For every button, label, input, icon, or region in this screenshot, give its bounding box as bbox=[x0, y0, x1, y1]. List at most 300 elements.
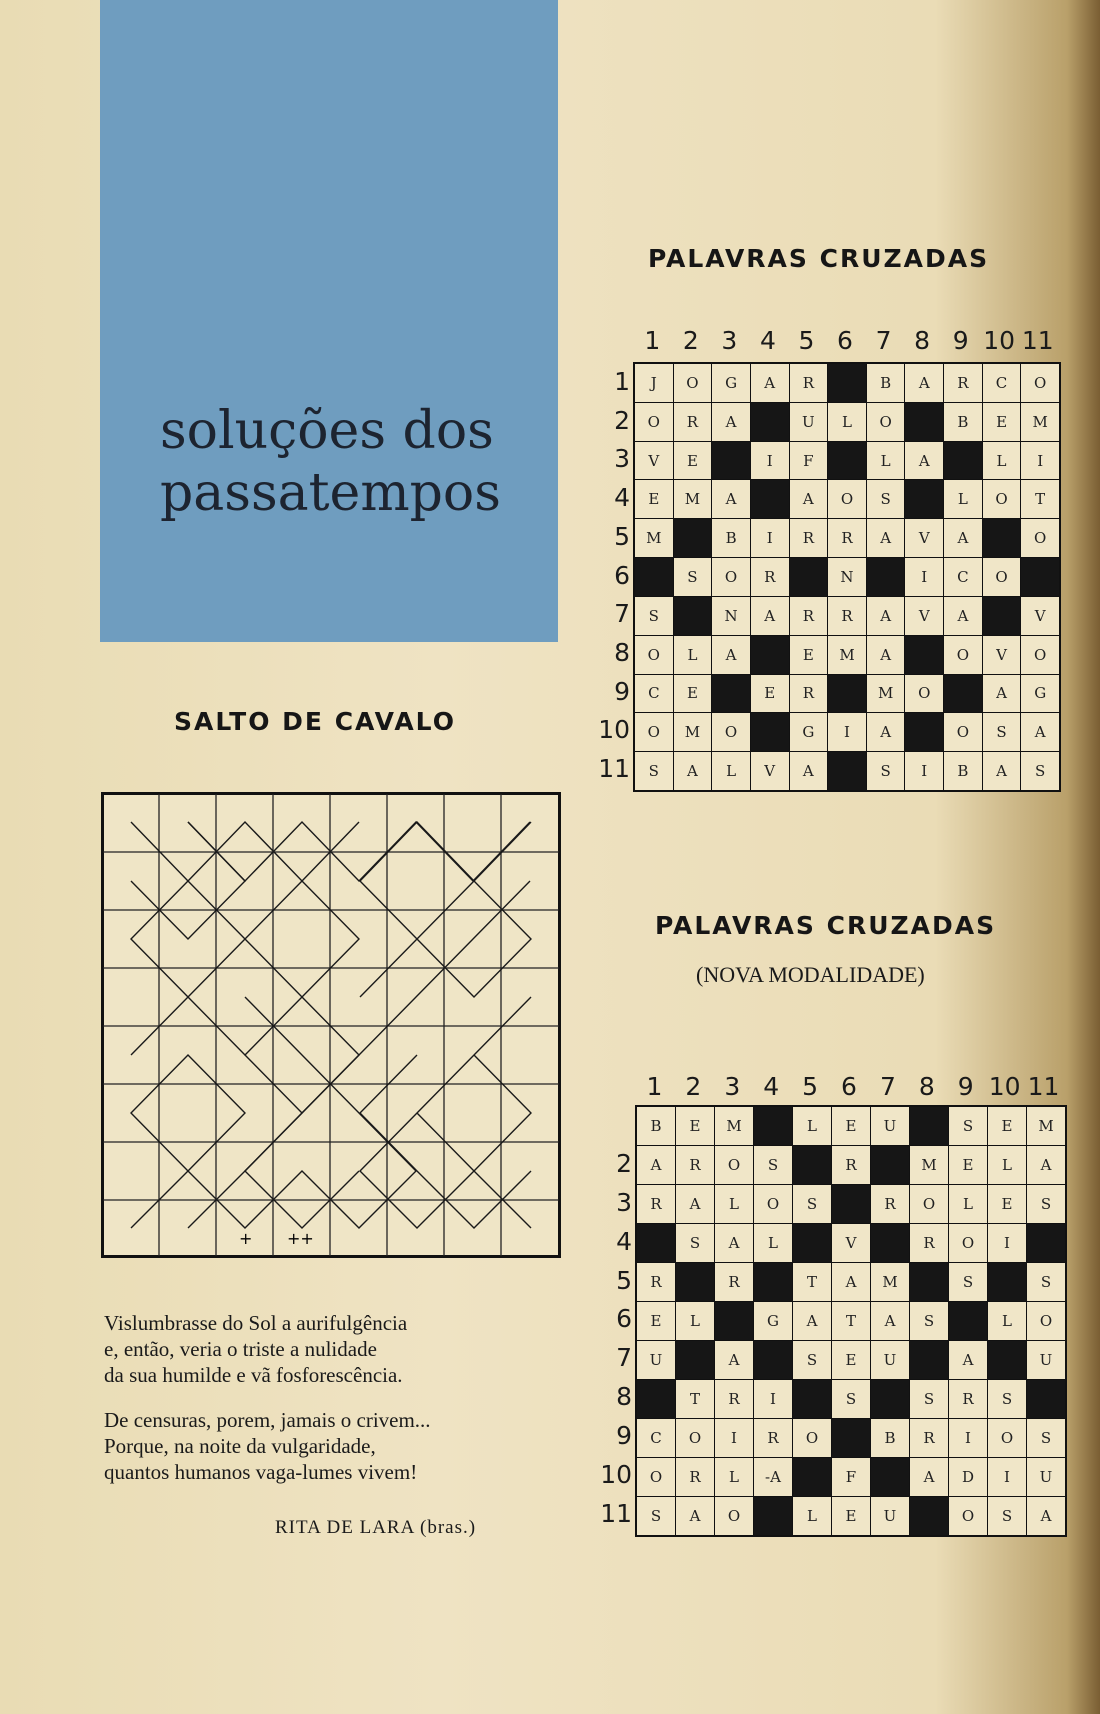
letter-cell: O bbox=[712, 713, 750, 751]
letter-cell: O bbox=[712, 558, 750, 596]
letter-cell: L bbox=[674, 636, 712, 674]
letter-cell: A bbox=[712, 403, 750, 441]
letter-cell: A bbox=[751, 364, 789, 402]
grid-label: 2 bbox=[682, 326, 699, 355]
letter-cell: R bbox=[910, 1224, 948, 1262]
letter-cell: A bbox=[674, 752, 712, 790]
black-cell bbox=[828, 752, 866, 790]
poem-line: Vislumbrasse do Sol a aurifulgência bbox=[104, 1311, 408, 1335]
letter-cell: O bbox=[635, 403, 673, 441]
black-cell bbox=[751, 403, 789, 441]
crossword-2-heading: PALAVRAS CRUZADAS bbox=[655, 911, 997, 940]
page-title-line-2: passatempos bbox=[160, 463, 501, 523]
letter-cell: A bbox=[715, 1341, 753, 1379]
letter-cell: E bbox=[988, 1185, 1026, 1223]
letter-cell: O bbox=[983, 480, 1021, 518]
poem-line: quantos humanos vaga-lumes vivem! bbox=[104, 1460, 418, 1484]
letter-cell: D bbox=[949, 1458, 987, 1496]
letter-cell: B bbox=[637, 1107, 675, 1145]
letter-cell: O bbox=[905, 675, 943, 713]
letter-cell: V bbox=[751, 752, 789, 790]
letter-cell: N bbox=[712, 597, 750, 635]
grid-label: 9 bbox=[952, 326, 969, 355]
black-cell bbox=[751, 480, 789, 518]
letter-cell: O bbox=[949, 1224, 987, 1262]
letter-cell: E bbox=[949, 1146, 987, 1184]
letter-cell: L bbox=[949, 1185, 987, 1223]
letter-cell: R bbox=[715, 1263, 753, 1301]
page-title bbox=[160, 400, 520, 524]
letter-cell: B bbox=[944, 403, 982, 441]
black-cell bbox=[754, 1341, 792, 1379]
letter-cell: A bbox=[983, 675, 1021, 713]
letter-cell: A bbox=[867, 597, 905, 635]
black-cell bbox=[910, 1107, 948, 1145]
letter-cell: B bbox=[944, 752, 982, 790]
knight-tour-board bbox=[101, 792, 561, 1258]
letter-cell: A bbox=[1021, 713, 1059, 751]
letter-cell: S bbox=[635, 597, 673, 635]
black-cell bbox=[1021, 558, 1059, 596]
grid-label: 10 bbox=[988, 1072, 1021, 1101]
letter-cell: O bbox=[988, 1419, 1026, 1457]
letter-cell: O bbox=[715, 1497, 753, 1535]
grid-label: 11 bbox=[1027, 1072, 1060, 1101]
letter-cell: -A bbox=[754, 1458, 792, 1496]
letter-cell: L bbox=[867, 442, 905, 480]
letter-cell: L bbox=[983, 442, 1021, 480]
black-cell bbox=[905, 480, 943, 518]
black-cell bbox=[905, 713, 943, 751]
letter-cell: E bbox=[832, 1497, 870, 1535]
letter-cell: O bbox=[635, 636, 673, 674]
black-cell bbox=[832, 1419, 870, 1457]
letter-cell: L bbox=[793, 1497, 831, 1535]
letter-cell: R bbox=[715, 1380, 753, 1418]
letter-cell: S bbox=[1027, 1419, 1065, 1457]
letter-cell: M bbox=[867, 675, 905, 713]
letter-cell: O bbox=[944, 713, 982, 751]
crossword-1-column-labels bbox=[633, 326, 1057, 355]
letter-cell: I bbox=[988, 1458, 1026, 1496]
poem-line: e, então, veria o triste a nulidade bbox=[104, 1337, 377, 1361]
grid-label: 3 bbox=[724, 1072, 741, 1101]
black-cell bbox=[751, 713, 789, 751]
letter-cell: T bbox=[832, 1302, 870, 1340]
letter-cell: M bbox=[715, 1107, 753, 1145]
letter-cell: M bbox=[828, 636, 866, 674]
letter-cell: R bbox=[790, 364, 828, 402]
letter-cell: L bbox=[793, 1107, 831, 1145]
letter-cell: R bbox=[674, 403, 712, 441]
letter-cell: E bbox=[637, 1302, 675, 1340]
letter-cell: A bbox=[790, 752, 828, 790]
grid-label: 7 bbox=[616, 1343, 632, 1373]
black-cell bbox=[793, 1224, 831, 1262]
black-cell bbox=[676, 1341, 714, 1379]
letter-cell: A bbox=[949, 1341, 987, 1379]
letter-cell: U bbox=[871, 1497, 909, 1535]
black-cell bbox=[867, 558, 905, 596]
black-cell bbox=[910, 1497, 948, 1535]
poem-line: da sua humilde e vã fosforescência. bbox=[104, 1363, 403, 1387]
black-cell bbox=[1027, 1380, 1065, 1418]
grid-label: 5 bbox=[798, 326, 815, 355]
black-cell bbox=[910, 1263, 948, 1301]
letter-cell: L bbox=[988, 1146, 1026, 1184]
grid-label: 8 bbox=[616, 1382, 632, 1412]
letter-cell: U bbox=[871, 1107, 909, 1145]
black-cell bbox=[712, 442, 750, 480]
letter-cell: S bbox=[1027, 1263, 1065, 1301]
poem-stanza-1 bbox=[104, 1310, 431, 1388]
grid-label: 11 bbox=[598, 754, 630, 784]
grid-label: 11 bbox=[600, 1499, 632, 1529]
letter-cell: L bbox=[712, 752, 750, 790]
grid-label: 4 bbox=[616, 1226, 632, 1256]
crossword-1-grid bbox=[633, 362, 1061, 792]
black-cell bbox=[944, 675, 982, 713]
letter-cell: C bbox=[635, 675, 673, 713]
letter-cell: L bbox=[676, 1302, 714, 1340]
poem bbox=[104, 1310, 431, 1504]
letter-cell: F bbox=[790, 442, 828, 480]
letter-cell: O bbox=[793, 1419, 831, 1457]
letter-cell: R bbox=[949, 1380, 987, 1418]
letter-cell: O bbox=[676, 1419, 714, 1457]
black-cell bbox=[828, 675, 866, 713]
grid-label: 6 bbox=[614, 560, 630, 590]
letter-cell: O bbox=[637, 1458, 675, 1496]
black-cell bbox=[949, 1302, 987, 1340]
black-cell bbox=[832, 1185, 870, 1223]
grid-label: 8 bbox=[914, 326, 931, 355]
black-cell bbox=[793, 1380, 831, 1418]
black-cell bbox=[754, 1263, 792, 1301]
letter-cell: O bbox=[949, 1497, 987, 1535]
letter-cell: V bbox=[905, 597, 943, 635]
letter-cell: I bbox=[988, 1224, 1026, 1262]
letter-cell: A bbox=[676, 1185, 714, 1223]
letter-cell: O bbox=[754, 1185, 792, 1223]
letter-cell: M bbox=[1021, 403, 1059, 441]
letter-cell: R bbox=[637, 1185, 675, 1223]
letter-cell: A bbox=[871, 1302, 909, 1340]
letter-cell: R bbox=[790, 675, 828, 713]
letter-cell: A bbox=[983, 752, 1021, 790]
letter-cell: A bbox=[867, 519, 905, 557]
letter-cell: V bbox=[832, 1224, 870, 1262]
letter-cell: A bbox=[1027, 1497, 1065, 1535]
black-cell bbox=[905, 403, 943, 441]
page-title-line-1: soluções dos bbox=[160, 401, 494, 461]
letter-cell: A bbox=[712, 636, 750, 674]
grid-label: 7 bbox=[875, 326, 892, 355]
letter-cell: S bbox=[867, 480, 905, 518]
black-cell bbox=[828, 364, 866, 402]
black-cell bbox=[754, 1497, 792, 1535]
letter-cell: M bbox=[674, 480, 712, 518]
letter-cell: A bbox=[790, 480, 828, 518]
knight-tour-heading: SALTO DE CAVALO bbox=[174, 707, 456, 736]
letter-cell: O bbox=[910, 1185, 948, 1223]
black-cell bbox=[828, 442, 866, 480]
grid-label: 1 bbox=[644, 326, 661, 355]
letter-cell: I bbox=[949, 1419, 987, 1457]
poem-author: RITA DE LARA (bras.) bbox=[275, 1517, 477, 1538]
grid-label: 10 bbox=[983, 326, 1016, 355]
letter-cell: L bbox=[944, 480, 982, 518]
letter-cell: I bbox=[751, 519, 789, 557]
letter-cell: L bbox=[715, 1185, 753, 1223]
letter-cell: S bbox=[793, 1185, 831, 1223]
grid-label: 5 bbox=[802, 1072, 819, 1101]
letter-cell: L bbox=[988, 1302, 1026, 1340]
letter-cell: B bbox=[867, 364, 905, 402]
letter-cell: R bbox=[676, 1458, 714, 1496]
letter-cell: R bbox=[637, 1263, 675, 1301]
grid-label: 2 bbox=[616, 1148, 632, 1178]
letter-cell: S bbox=[983, 713, 1021, 751]
letter-cell: O bbox=[828, 480, 866, 518]
letter-cell: T bbox=[676, 1380, 714, 1418]
letter-cell: O bbox=[944, 636, 982, 674]
grid-label: 3 bbox=[721, 326, 738, 355]
black-cell bbox=[790, 558, 828, 596]
letter-cell: T bbox=[793, 1263, 831, 1301]
letter-cell: L bbox=[828, 403, 866, 441]
black-cell bbox=[793, 1146, 831, 1184]
black-cell bbox=[754, 1107, 792, 1145]
letter-cell: S bbox=[635, 752, 673, 790]
poem-line: Porque, na noite da vulgaridade, bbox=[104, 1434, 376, 1458]
black-cell bbox=[988, 1263, 1026, 1301]
letter-cell: M bbox=[871, 1263, 909, 1301]
letter-cell: O bbox=[635, 713, 673, 751]
letter-cell: S bbox=[1027, 1185, 1065, 1223]
letter-cell: O bbox=[1021, 636, 1059, 674]
letter-cell: A bbox=[1027, 1146, 1065, 1184]
letter-cell: A bbox=[751, 597, 789, 635]
crossword-2-subheading: (NOVA MODALIDADE) bbox=[696, 962, 925, 987]
letter-cell: E bbox=[674, 675, 712, 713]
grid-label bbox=[592, 1105, 632, 1144]
letter-cell: A bbox=[867, 713, 905, 751]
letter-cell: M bbox=[910, 1146, 948, 1184]
letter-cell: G bbox=[754, 1302, 792, 1340]
letter-cell: E bbox=[635, 480, 673, 518]
letter-cell: J bbox=[635, 364, 673, 402]
poem-stanza-2 bbox=[104, 1407, 431, 1485]
black-cell bbox=[871, 1458, 909, 1496]
letter-cell: A bbox=[905, 364, 943, 402]
letter-cell: R bbox=[790, 519, 828, 557]
letter-cell: V bbox=[905, 519, 943, 557]
letter-cell: U bbox=[1027, 1458, 1065, 1496]
letter-cell: I bbox=[905, 752, 943, 790]
black-cell bbox=[988, 1341, 1026, 1379]
letter-cell: S bbox=[988, 1497, 1026, 1535]
letter-cell: G bbox=[790, 713, 828, 751]
letter-cell: S bbox=[832, 1380, 870, 1418]
grid-label: 1 bbox=[614, 366, 630, 396]
grid-label: 2 bbox=[614, 405, 630, 435]
grid-label: 6 bbox=[837, 326, 853, 355]
letter-cell: M bbox=[1027, 1107, 1065, 1145]
letter-cell: E bbox=[790, 636, 828, 674]
letter-cell: A bbox=[910, 1458, 948, 1496]
black-cell bbox=[637, 1380, 675, 1418]
grid-label: 3 bbox=[614, 444, 630, 474]
letter-cell: V bbox=[635, 442, 673, 480]
letter-cell: M bbox=[674, 713, 712, 751]
letter-cell: B bbox=[712, 519, 750, 557]
letter-cell: A bbox=[944, 597, 982, 635]
letter-cell: C bbox=[983, 364, 1021, 402]
grid-label: 1 bbox=[646, 1072, 663, 1101]
letter-cell: S bbox=[988, 1380, 1026, 1418]
black-cell bbox=[1027, 1224, 1065, 1262]
letter-cell: I bbox=[905, 558, 943, 596]
letter-cell: R bbox=[910, 1419, 948, 1457]
grid-label: 9 bbox=[614, 676, 630, 706]
letter-cell: E bbox=[832, 1107, 870, 1145]
crossword-1-row-labels bbox=[592, 362, 630, 788]
letter-cell: A bbox=[867, 636, 905, 674]
grid-label: 6 bbox=[841, 1072, 857, 1101]
letter-cell: A bbox=[715, 1224, 753, 1262]
grid-label: 4 bbox=[759, 326, 776, 355]
crossword-1-heading: PALAVRAS CRUZADAS bbox=[648, 244, 990, 273]
letter-cell: U bbox=[871, 1341, 909, 1379]
letter-cell: F bbox=[832, 1458, 870, 1496]
grid-label: 7 bbox=[879, 1072, 896, 1101]
letter-cell: T bbox=[1021, 480, 1059, 518]
letter-cell: R bbox=[828, 597, 866, 635]
black-cell bbox=[715, 1302, 753, 1340]
letter-cell: N bbox=[828, 558, 866, 596]
grid-label: 9 bbox=[957, 1072, 974, 1101]
grid-label: 9 bbox=[616, 1421, 632, 1451]
letter-cell: R bbox=[944, 364, 982, 402]
letter-cell: S bbox=[949, 1263, 987, 1301]
letter-cell: G bbox=[712, 364, 750, 402]
title-panel bbox=[100, 0, 558, 642]
letter-cell: I bbox=[828, 713, 866, 751]
letter-cell: O bbox=[1021, 519, 1059, 557]
black-cell bbox=[871, 1224, 909, 1262]
black-cell bbox=[871, 1380, 909, 1418]
grid-label: 7 bbox=[614, 599, 630, 629]
letter-cell: S bbox=[1021, 752, 1059, 790]
letter-cell: G bbox=[1021, 675, 1059, 713]
grid-label: 4 bbox=[763, 1072, 780, 1101]
black-cell bbox=[637, 1224, 675, 1262]
black-cell bbox=[635, 558, 673, 596]
letter-cell: E bbox=[983, 403, 1021, 441]
letter-cell: M bbox=[635, 519, 673, 557]
letter-cell: O bbox=[983, 558, 1021, 596]
grid-label: 5 bbox=[616, 1265, 632, 1295]
letter-cell: L bbox=[754, 1224, 792, 1262]
black-cell bbox=[983, 597, 1021, 635]
letter-cell: S bbox=[754, 1146, 792, 1184]
letter-cell: S bbox=[910, 1380, 948, 1418]
black-cell bbox=[983, 519, 1021, 557]
letter-cell: R bbox=[790, 597, 828, 635]
letter-cell: E bbox=[676, 1107, 714, 1145]
letter-cell: L bbox=[715, 1458, 753, 1496]
black-cell bbox=[871, 1146, 909, 1184]
letter-cell: A bbox=[793, 1302, 831, 1340]
grid-label: 10 bbox=[598, 715, 630, 745]
letter-cell: I bbox=[1021, 442, 1059, 480]
letter-cell: A bbox=[637, 1146, 675, 1184]
grid-label: 8 bbox=[614, 638, 630, 667]
letter-cell: C bbox=[944, 558, 982, 596]
crossword-2-column-labels bbox=[635, 1072, 1063, 1101]
letter-cell: V bbox=[983, 636, 1021, 674]
letter-cell: E bbox=[674, 442, 712, 480]
letter-cell: A bbox=[832, 1263, 870, 1301]
letter-cell: S bbox=[867, 752, 905, 790]
letter-cell: A bbox=[676, 1497, 714, 1535]
letter-cell: I bbox=[751, 442, 789, 480]
letter-cell: R bbox=[754, 1419, 792, 1457]
letter-cell: S bbox=[949, 1107, 987, 1145]
grid-label: 5 bbox=[614, 521, 630, 551]
grid-label: 2 bbox=[685, 1072, 702, 1101]
letter-cell: O bbox=[715, 1146, 753, 1184]
knight-mark-end: ++ bbox=[287, 1229, 314, 1248]
black-cell bbox=[905, 636, 943, 674]
letter-cell: A bbox=[712, 480, 750, 518]
letter-cell: V bbox=[1021, 597, 1059, 635]
letter-cell: S bbox=[793, 1341, 831, 1379]
letter-cell: S bbox=[676, 1224, 714, 1262]
letter-cell: R bbox=[751, 558, 789, 596]
letter-cell: U bbox=[790, 403, 828, 441]
grid-label: 11 bbox=[1021, 326, 1054, 355]
letter-cell: R bbox=[828, 519, 866, 557]
letter-cell: O bbox=[1021, 364, 1059, 402]
letter-cell: S bbox=[910, 1302, 948, 1340]
letter-cell: I bbox=[754, 1380, 792, 1418]
black-cell bbox=[910, 1341, 948, 1379]
letter-cell: R bbox=[676, 1146, 714, 1184]
grid-label: 8 bbox=[918, 1072, 935, 1101]
black-cell bbox=[674, 519, 712, 557]
grid-label: 10 bbox=[600, 1460, 632, 1490]
grid-label: 4 bbox=[614, 483, 630, 513]
knight-mark-start: + bbox=[239, 1229, 253, 1248]
letter-cell: C bbox=[637, 1419, 675, 1457]
letter-cell: B bbox=[871, 1419, 909, 1457]
letter-cell: O bbox=[674, 364, 712, 402]
black-cell bbox=[676, 1263, 714, 1301]
letter-cell: U bbox=[637, 1341, 675, 1379]
letter-cell: U bbox=[1027, 1341, 1065, 1379]
letter-cell: R bbox=[832, 1146, 870, 1184]
letter-cell: E bbox=[988, 1107, 1026, 1145]
letter-cell: A bbox=[944, 519, 982, 557]
black-cell bbox=[674, 597, 712, 635]
black-cell bbox=[793, 1458, 831, 1496]
letter-cell: R bbox=[871, 1185, 909, 1223]
letter-cell: A bbox=[905, 442, 943, 480]
black-cell bbox=[751, 636, 789, 674]
black-cell bbox=[712, 675, 750, 713]
